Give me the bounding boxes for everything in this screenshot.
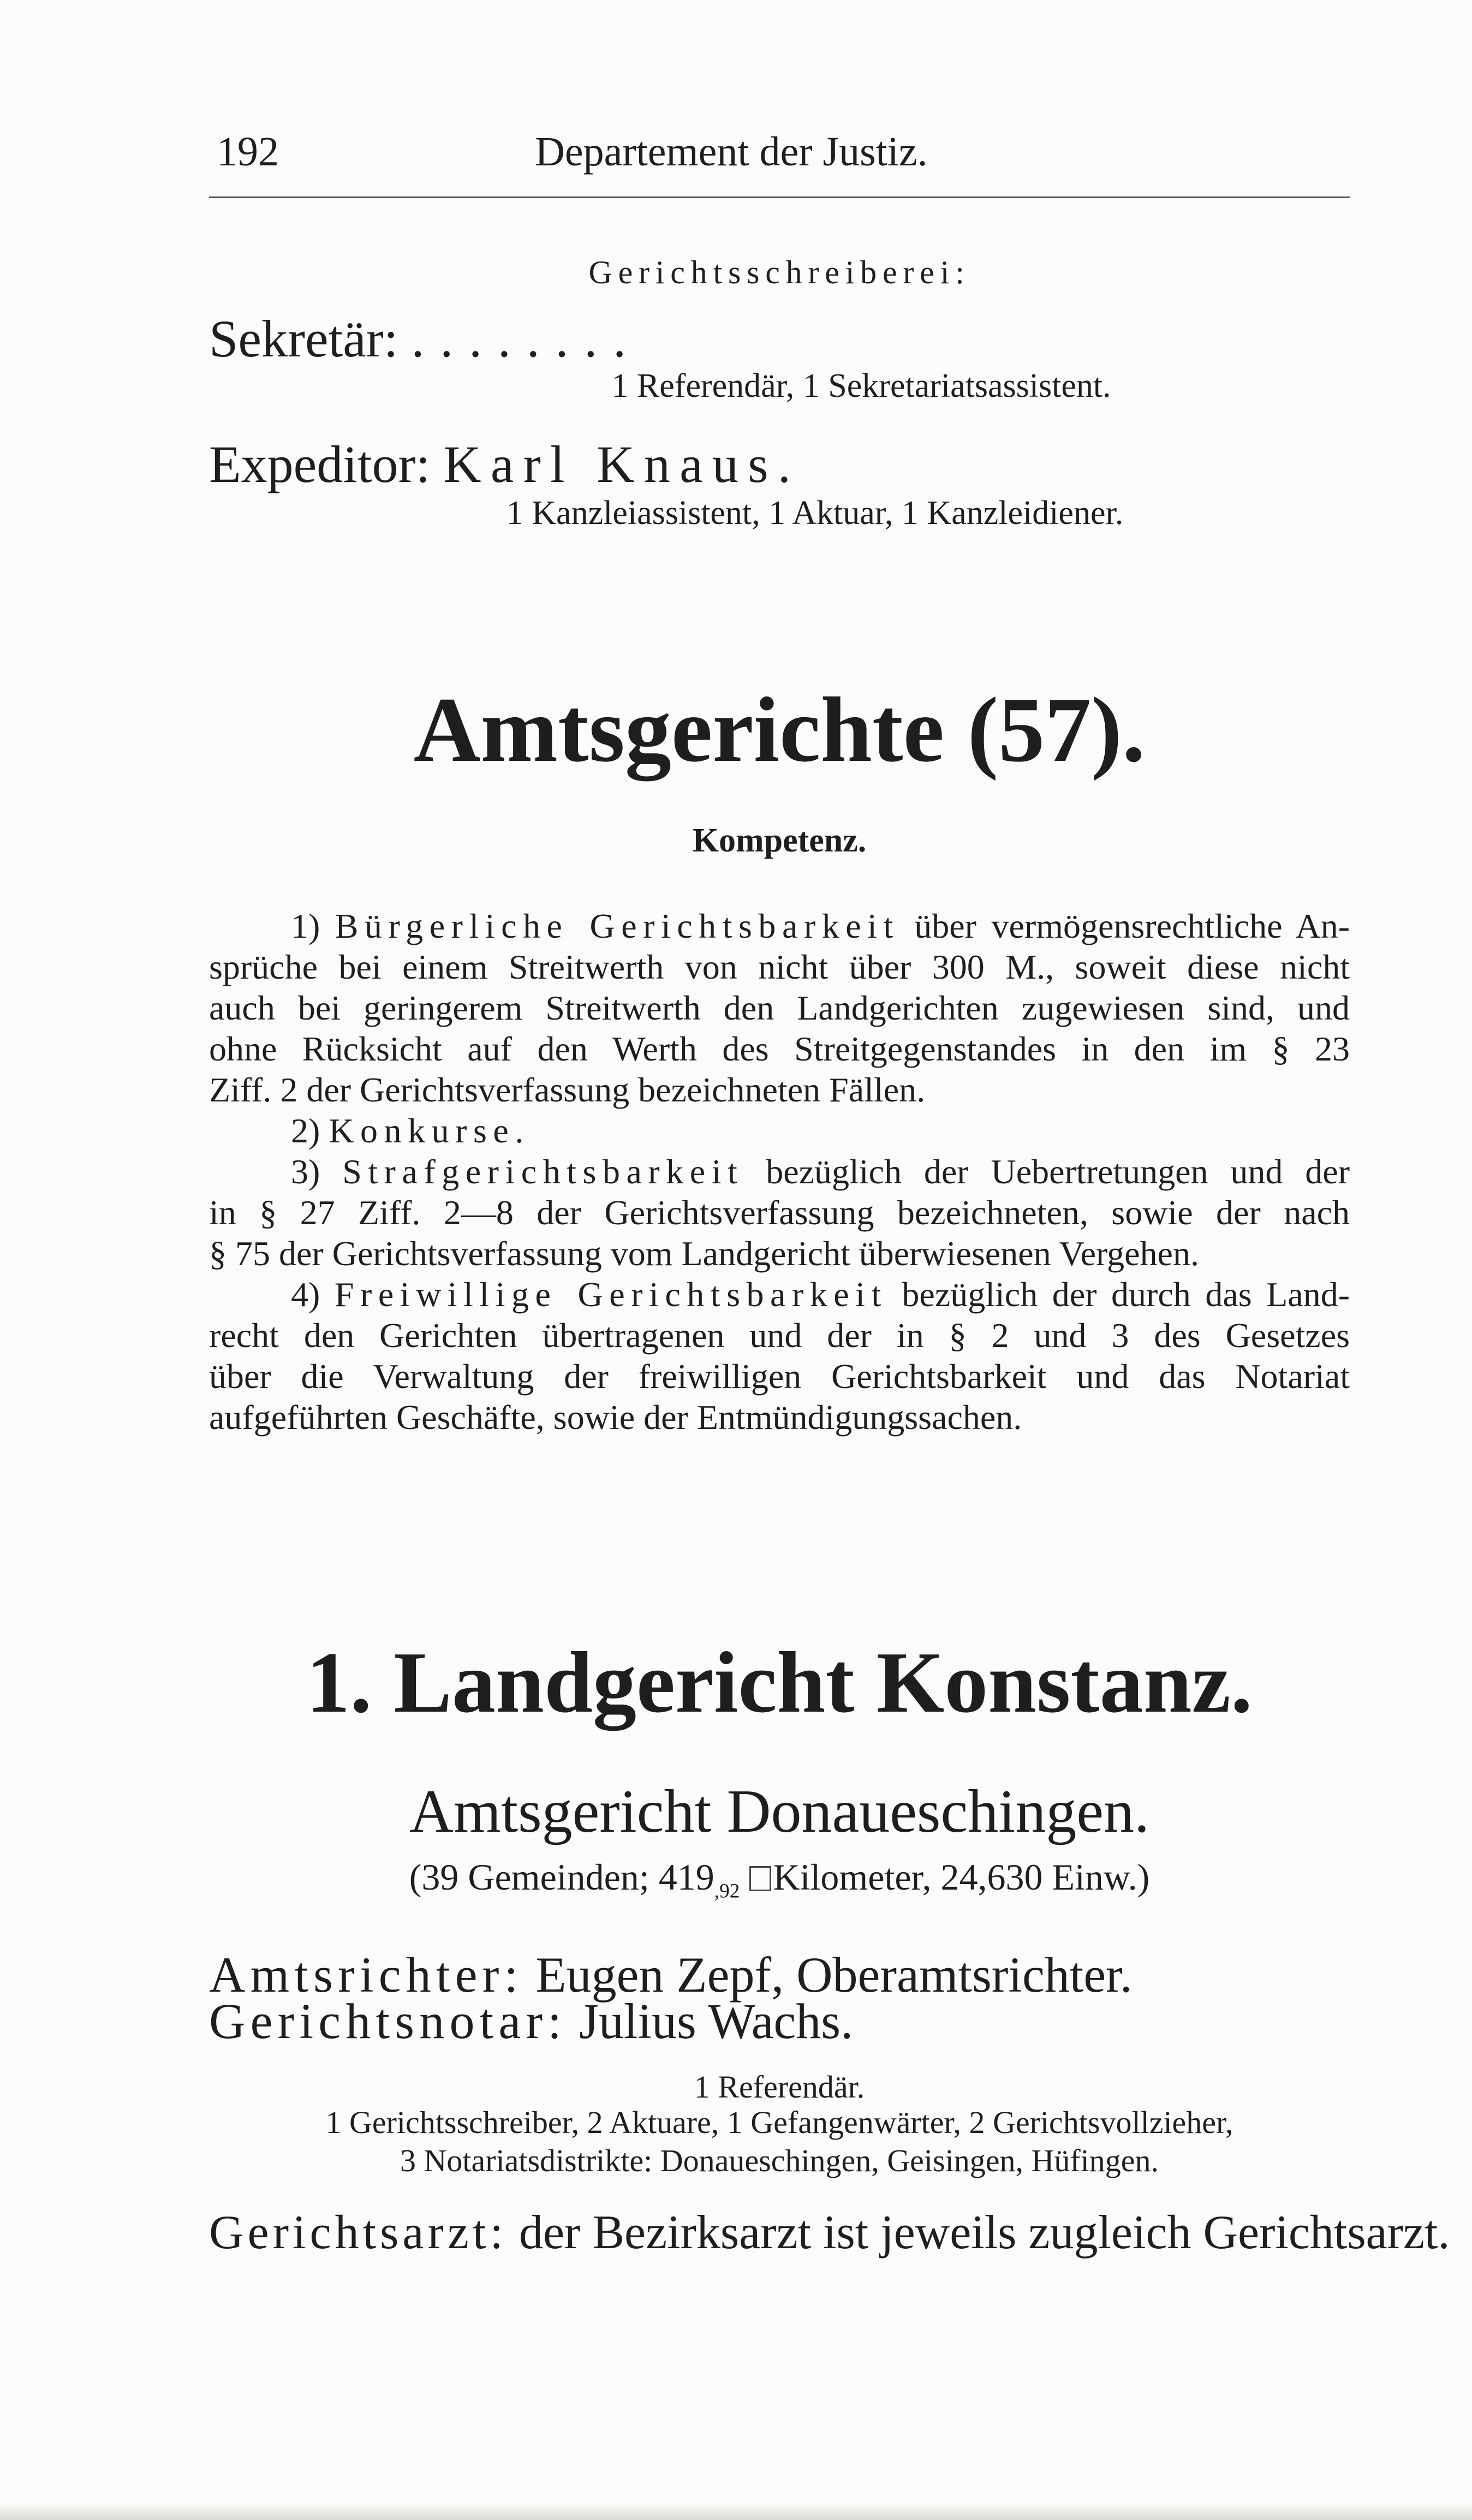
expeditor-value: Karl Knaus. — [443, 435, 801, 493]
paragraph-rest: . — [515, 1111, 524, 1150]
notary-label: Gerichtsnotar: — [209, 1993, 567, 2049]
paragraph-rest: bezüglich der Uebertretungen und der — [743, 1152, 1350, 1191]
section-title: Amtsgerichte (57). — [413, 678, 1146, 781]
paragraph-lead: 3) — [291, 1152, 343, 1191]
section-subheading: Kompetenz. — [692, 822, 867, 859]
stats-rest: Kilometer, 24,630 Einw.) — [773, 1856, 1150, 1898]
paragraph-line — [209, 1152, 1350, 1192]
paragraph-lead: 1) — [291, 907, 335, 945]
paragraph-spaced: Strafgerichtsbarkeit — [342, 1152, 744, 1191]
paragraph-spaced: Bürgerliche Gerichtsbarkeit — [335, 907, 899, 945]
paragraph-line — [209, 1274, 1350, 1315]
court-title: Amtsgericht Donaueschingen. — [409, 1778, 1150, 1845]
stats-decimal: ,92 — [714, 1880, 740, 1903]
scan-edge — [0, 2504, 1472, 2520]
paragraph-line: über die Verwaltung der freiwilligen Gerichtsbarkeit und das Notariat — [209, 1357, 1350, 1396]
notary-value: Julius Wachs. — [579, 1993, 854, 2049]
paragraph-line — [209, 906, 1350, 946]
district-title: 1. Landgericht Konstanz. — [306, 1634, 1253, 1731]
judge-value: Eugen Zepf, Oberamtsrichter. — [535, 1947, 1133, 2003]
secretary-row — [209, 308, 642, 369]
paragraph-line: aufgeführten Geschäfte, sowie der Entmündigungssachen. — [209, 1398, 1022, 1437]
paragraph-line: sprüche bei einem Streitwerth von nicht über 300 M., soweit diese nicht — [209, 948, 1350, 986]
secretary-label: Sekretär: — [209, 309, 398, 368]
paragraph-line: in § 27 Ziff. 2—8 der Gerichtsverfassung bezeichneten, sowie der nach — [209, 1193, 1350, 1232]
header-rule — [209, 196, 1350, 198]
expeditor-row — [209, 434, 800, 495]
running-title: Departement der Justiz. — [535, 129, 928, 175]
doctor-label: Gerichtsarzt: — [209, 2206, 507, 2259]
square-symbol-icon — [749, 1866, 771, 1892]
court-stats — [209, 1856, 1350, 1903]
paragraph-lead: 2) — [291, 1111, 329, 1150]
paragraph-spaced: Freiwillige Gerichtsbarkeit — [334, 1275, 887, 1314]
secretary-value: ........ — [411, 309, 642, 368]
staff-line-2: 1 Gerichtsschreiber, 2 Aktuare, 1 Gefangenwärter, 2 Gerichtsvollzieher, — [325, 2105, 1233, 2140]
expeditor-staff: 1 Kanzleiassistent, 1 Aktuar, 1 Kanzleidiener. — [506, 495, 1124, 532]
paragraph-lead: 4) — [291, 1275, 335, 1314]
paragraph-spaced: Konkurse — [329, 1111, 515, 1150]
notary-row — [209, 1992, 853, 2050]
paragraph-line: ohne Rücksicht auf den Werth des Streitgegenstandes in den im § 23 — [209, 1029, 1350, 1068]
staff-line-3: 3 Notariatsdistrikte: Donaueschingen, Geisingen, Hüfingen. — [400, 2143, 1159, 2178]
paragraph-line: recht den Gerichten übertragenen und der in § 2 und 3 des Gesetzes — [209, 1316, 1350, 1355]
paragraph-rest: bezüglich der durch das Land- — [887, 1275, 1350, 1314]
staff-line-1: 1 Referendär. — [694, 2069, 865, 2105]
page-number: 192 — [217, 129, 279, 175]
secretary-staff: 1 Referendär, 1 Sekretariatsassistent. — [611, 367, 1111, 404]
paragraph-line — [209, 1111, 1350, 1151]
paragraph-line: auch bei geringerem Streitwerth den Landgerichten zugewiesen sind, und — [209, 988, 1350, 1027]
judge-label: Amtsrichter: — [209, 1947, 523, 2003]
paragraph-line: Ziff. 2 der Gerichtsverfassung bezeichneten Fällen. — [209, 1070, 926, 1109]
doctor-value: der Bezirksarzt ist jeweils zugleich Gerichtsarzt. — [519, 2206, 1450, 2259]
doctor-row — [209, 2205, 1450, 2260]
court-office-heading: Gerichtsschreiberei: — [588, 254, 970, 290]
stats-open: (39 Gemeinden; 419 — [409, 1856, 714, 1898]
paragraph-rest: über vermögensrechtliche An- — [899, 907, 1350, 945]
expeditor-label: Expeditor: — [209, 435, 431, 493]
paragraph-line: § 75 der Gerichtsverfassung vom Landgericht überwiesenen Vergehen. — [209, 1234, 1199, 1273]
